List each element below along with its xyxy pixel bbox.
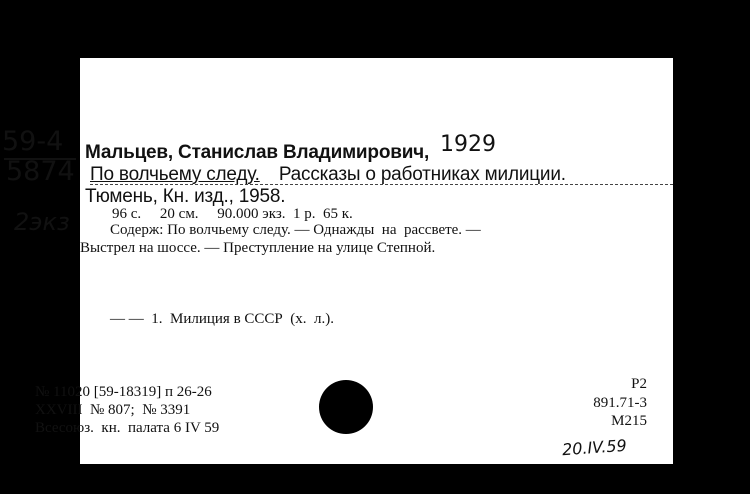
catalog-card — [2, 58, 673, 464]
footer-issue: XXVIII № 807; № 3391 — [35, 402, 191, 418]
title-dash-rule — [90, 184, 673, 185]
handwritten-year: 1929 — [440, 132, 496, 157]
contents-line-1: Содерж: По волчьему следу. — Однажды на рассвете. — — [110, 222, 481, 238]
imprint: Тюмень, Кн. изд., 1958. — [85, 186, 286, 207]
footer-record-number: № 11020 [59-18319] п 26-26 — [35, 384, 212, 400]
author-name: Мальцев, Станислав Владимирович, — [85, 142, 430, 163]
classification-udc: 891.71-3 — [593, 395, 647, 411]
handwritten-date: 20.IV.59 — [561, 435, 628, 460]
classification-p2: P2 — [631, 376, 647, 392]
classification-author-mark: M215 — [611, 413, 647, 429]
footer-chamber: Всесоюз. кн. палата 6 IV 59 — [35, 420, 220, 436]
copies-count: 2экз — [14, 208, 70, 236]
subject-heading: — — 1. Милиция в СССР (х. л.). — [110, 311, 334, 327]
contents-line-2: Выстрел на шоссе. — Преступление на улице Степной. — [80, 240, 436, 256]
physical-description: 96 с. 20 см. 90.000 экз. 1 р. 65 к. — [112, 206, 353, 222]
shelf-mark-bottom: 5874 — [6, 156, 75, 187]
shelf-mark-top: 59-4 — [2, 126, 64, 157]
book-subtitle: Рассказы о работниках милиции. — [278, 164, 566, 185]
punch-hole — [319, 380, 373, 434]
book-title-line — [90, 164, 566, 186]
book-title: По волчьему следу. — [90, 164, 260, 185]
